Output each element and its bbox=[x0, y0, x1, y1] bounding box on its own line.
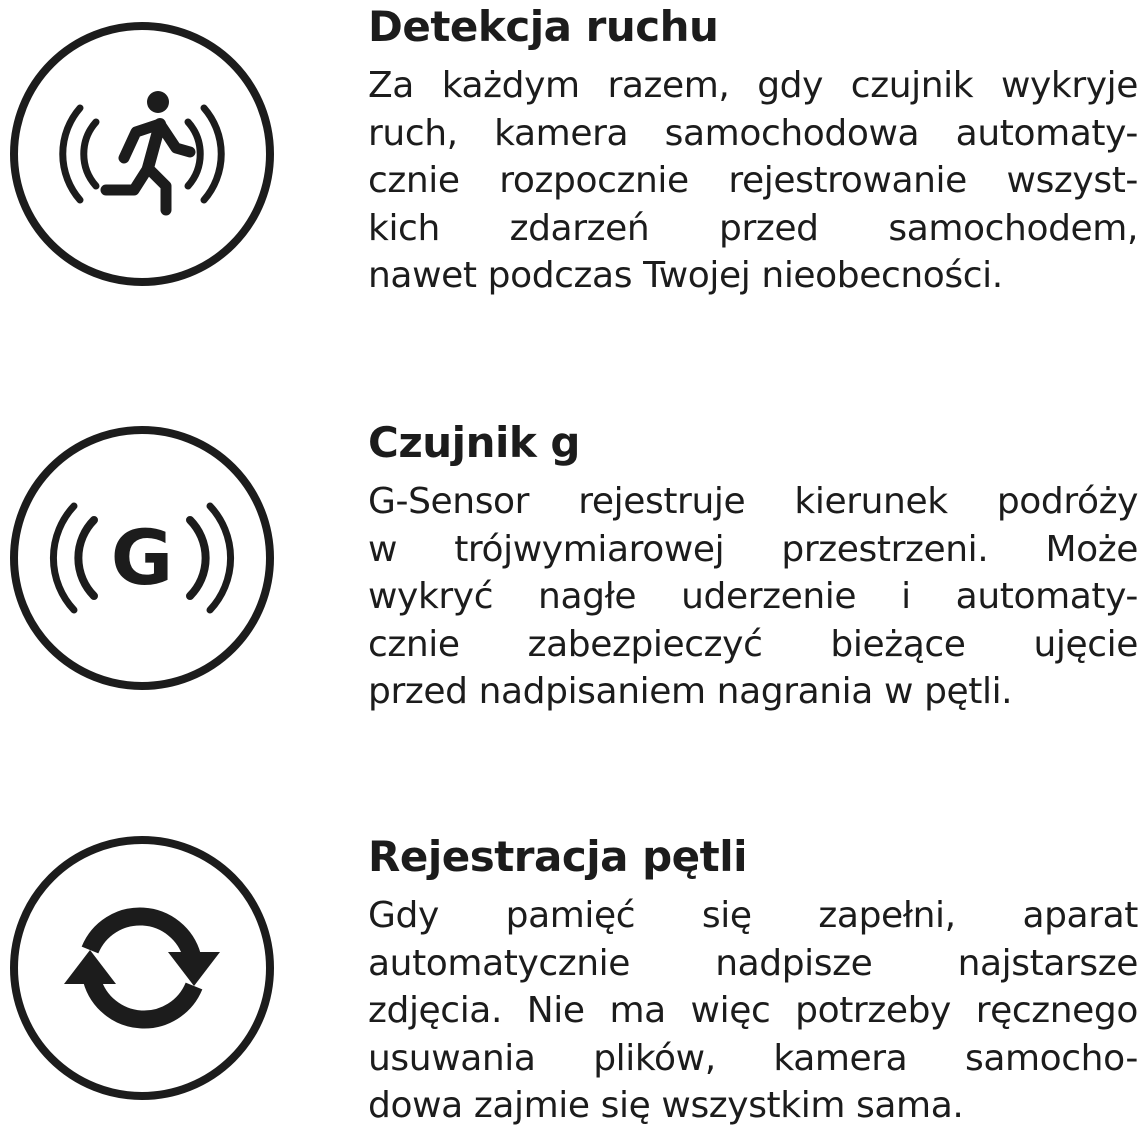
description-line: cznie rozpocznie rejestrowanie wszyst- bbox=[368, 160, 1138, 201]
description-line: wykryć nagłe uderzenie i automaty- bbox=[368, 576, 1138, 617]
loop-recording-icon bbox=[8, 834, 276, 1102]
description-line: kich zdarzeń przed samochodem, bbox=[368, 207, 1138, 249]
description-line: zdjęcia. Nie ma więc potrzeby ręcznego bbox=[368, 990, 1138, 1031]
feature-title: Detekcja ruchu bbox=[368, 2, 719, 51]
g-sensor-icon bbox=[8, 424, 276, 692]
feature-title: Rejestracja pętli bbox=[368, 832, 748, 881]
description-line: automatycznie nadpisze najstarsze bbox=[368, 942, 1138, 984]
description-line: w trójwymiarowej przestrzeni. Może bbox=[368, 528, 1138, 570]
g-letter-glyph: G bbox=[110, 513, 174, 602]
feature-description bbox=[368, 892, 1138, 1130]
description-line: ruch, kamera samochodowa automaty- bbox=[368, 112, 1138, 154]
feature-title: Czujnik g bbox=[368, 418, 580, 467]
description-line: usuwania plików, kamera samocho- bbox=[368, 1037, 1138, 1079]
description-line: cznie zabezpieczyć bieżące ujęcie bbox=[368, 623, 1138, 665]
description-line: nawet podczas Twojej nieobecności. bbox=[368, 255, 1003, 296]
description-line: dowa zajmie się wszystkim sama. bbox=[368, 1085, 964, 1126]
description-line: G-Sensor rejestruje kierunek podróży bbox=[368, 481, 1138, 522]
description-line: przed nadpisaniem nagrania w pętli. bbox=[368, 671, 1013, 712]
feature-description bbox=[368, 62, 1138, 300]
feature-description bbox=[368, 478, 1138, 716]
description-line: Za każdym razem, gdy czujnik wykryje bbox=[368, 65, 1138, 106]
motion-detection-icon bbox=[8, 20, 276, 288]
description-line: Gdy pamięć się zapełni, aparat bbox=[368, 895, 1138, 936]
